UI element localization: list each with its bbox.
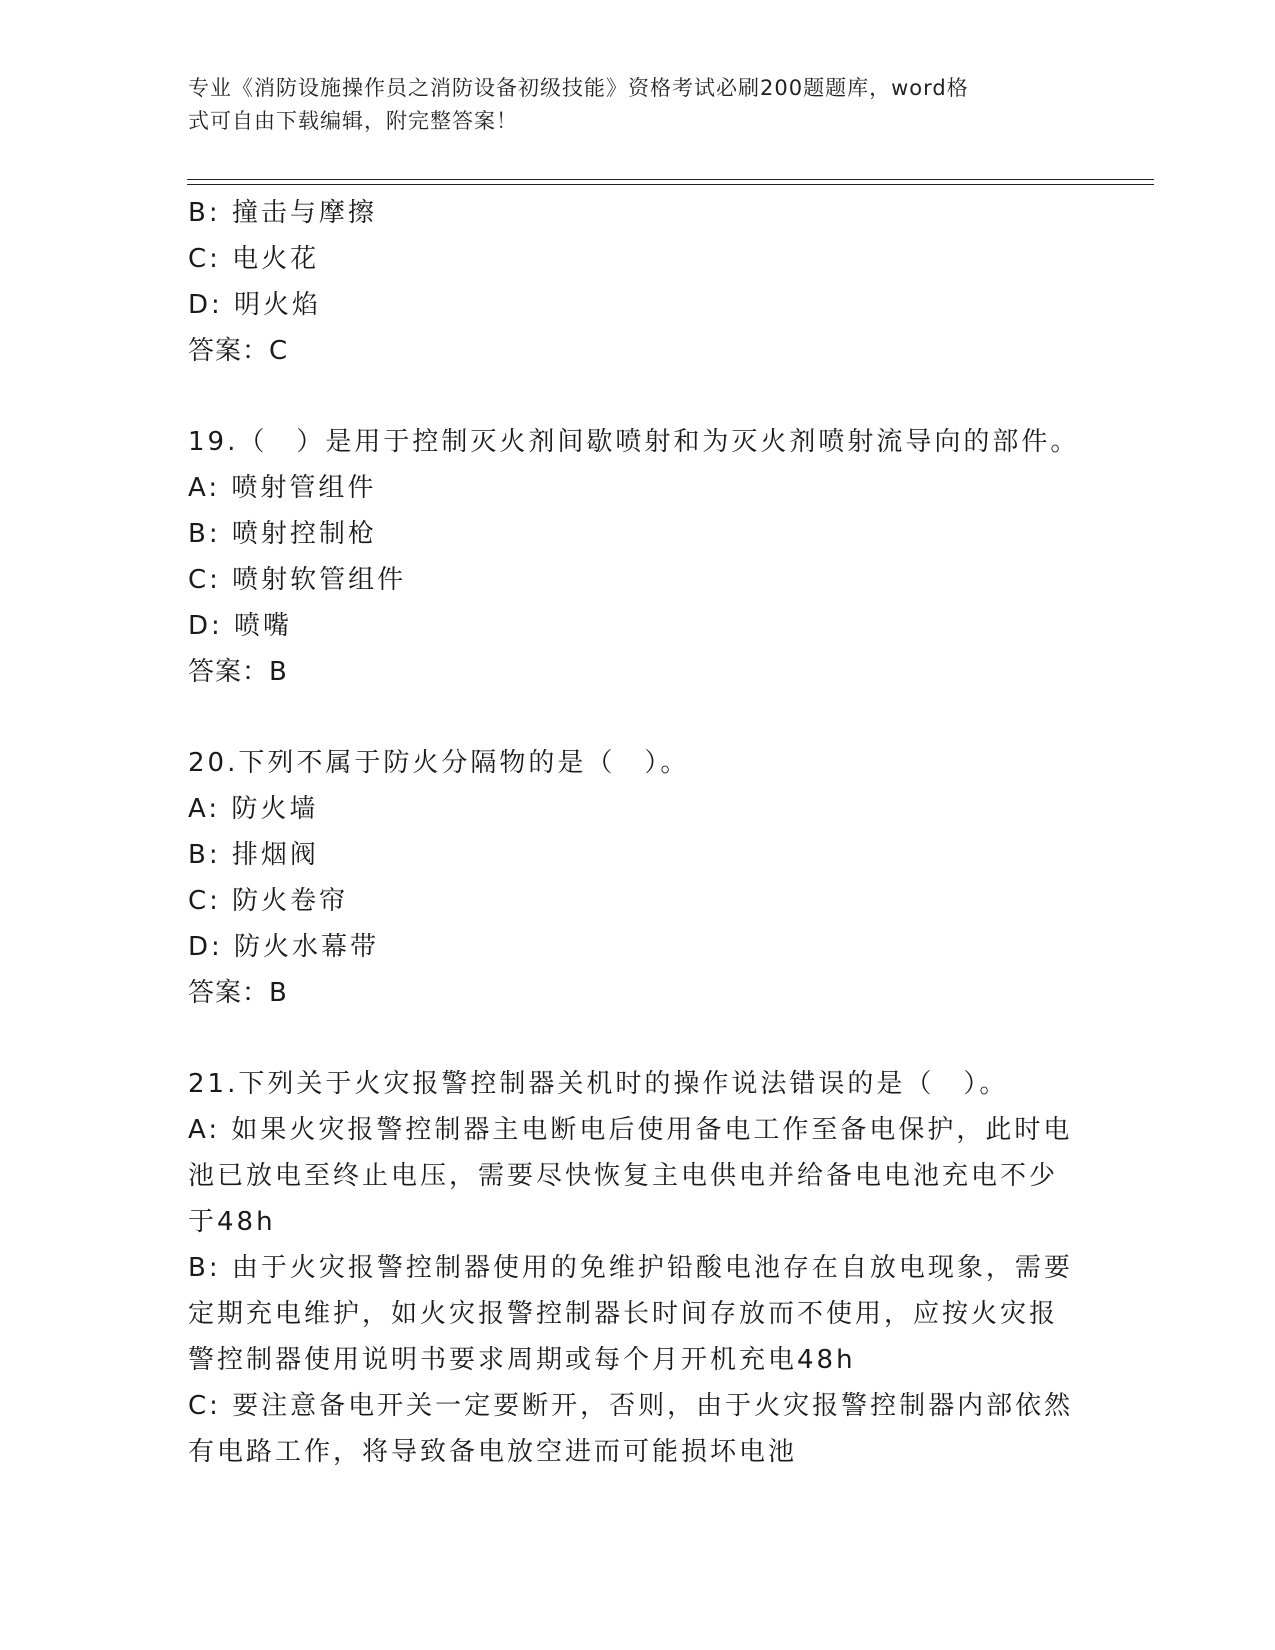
q20-option-c: C: 防火卷帘 [188, 886, 349, 916]
q20-answer: 答案：B [188, 978, 288, 1008]
q19-option-a: A: 喷射管组件 [188, 473, 377, 503]
q20-option-a: A: 防火墙 [188, 794, 319, 824]
q18-option-c: C: 电火花 [188, 244, 320, 274]
q19-option-c: C: 喷射软管组件 [188, 565, 407, 595]
q20-option-b: B: 排烟阀 [188, 840, 319, 870]
spacer [188, 1016, 1088, 1061]
q21-option-b-line-1: B: 由于火灾报警控制器使用的免维护铅酸电池存在自放电现象，需要 [188, 1253, 1073, 1283]
q21-option-b-line-3: 警控制器使用说明书要求周期或每个月开机充电48h [188, 1345, 856, 1375]
header-divider-bottom [187, 184, 1154, 185]
q21-option-a-line-1: A: 如果火灾报警控制器主电断电后使用备电工作至备电保护，此时电 [188, 1115, 1073, 1145]
q18-option-d: D: 明火焰 [188, 290, 322, 320]
question-list [188, 190, 1088, 1475]
q21-option-c-line-1: C: 要注意备电开关一定要断开，否则，由于火灾报警控制器内部依然 [188, 1391, 1074, 1421]
q20-option-d: D: 防火水幕带 [188, 932, 380, 962]
q19-question: 19.（ ）是用于控制灭火剂间歇喷射和为灭火剂喷射流导向的部件。 [188, 427, 1080, 457]
q19-answer: 答案：B [188, 657, 288, 687]
spacer [188, 374, 1088, 419]
spacer [188, 695, 1088, 740]
q18-answer: 答案：C [188, 336, 289, 366]
document-header [188, 72, 1088, 138]
header-line-1: 专业《消防设施操作员之消防设备初级技能》资格考试必刷200题题库，word格 [188, 76, 969, 100]
q19-option-d: D: 喷嘴 [188, 611, 293, 641]
q18-option-b: B: 撞击与摩擦 [188, 198, 377, 228]
q19-option-b: B: 喷射控制枪 [188, 519, 377, 549]
q21-option-b-line-2: 定期充电维护，如火灾报警控制器长时间存放而不使用，应按火灾报 [188, 1299, 1059, 1329]
q21-question: 21.下列关于火灾报警控制器关机时的操作说法错误的是（ ）。 [188, 1069, 1009, 1099]
q21-option-a-line-2: 池已放电至终止电压，需要尽快恢复主电供电并给备电电池充电不少 [188, 1161, 1059, 1191]
header-line-2: 式可自由下载编辑，附完整答案！ [188, 109, 518, 133]
q21-option-c-line-2: 有电路工作，将导致备电放空进而可能损坏电池 [188, 1437, 798, 1467]
q21-option-a-line-3: 于48h [188, 1207, 276, 1237]
header-divider-top [187, 179, 1154, 180]
q20-question: 20.下列不属于防火分隔物的是（ ）。 [188, 748, 690, 778]
